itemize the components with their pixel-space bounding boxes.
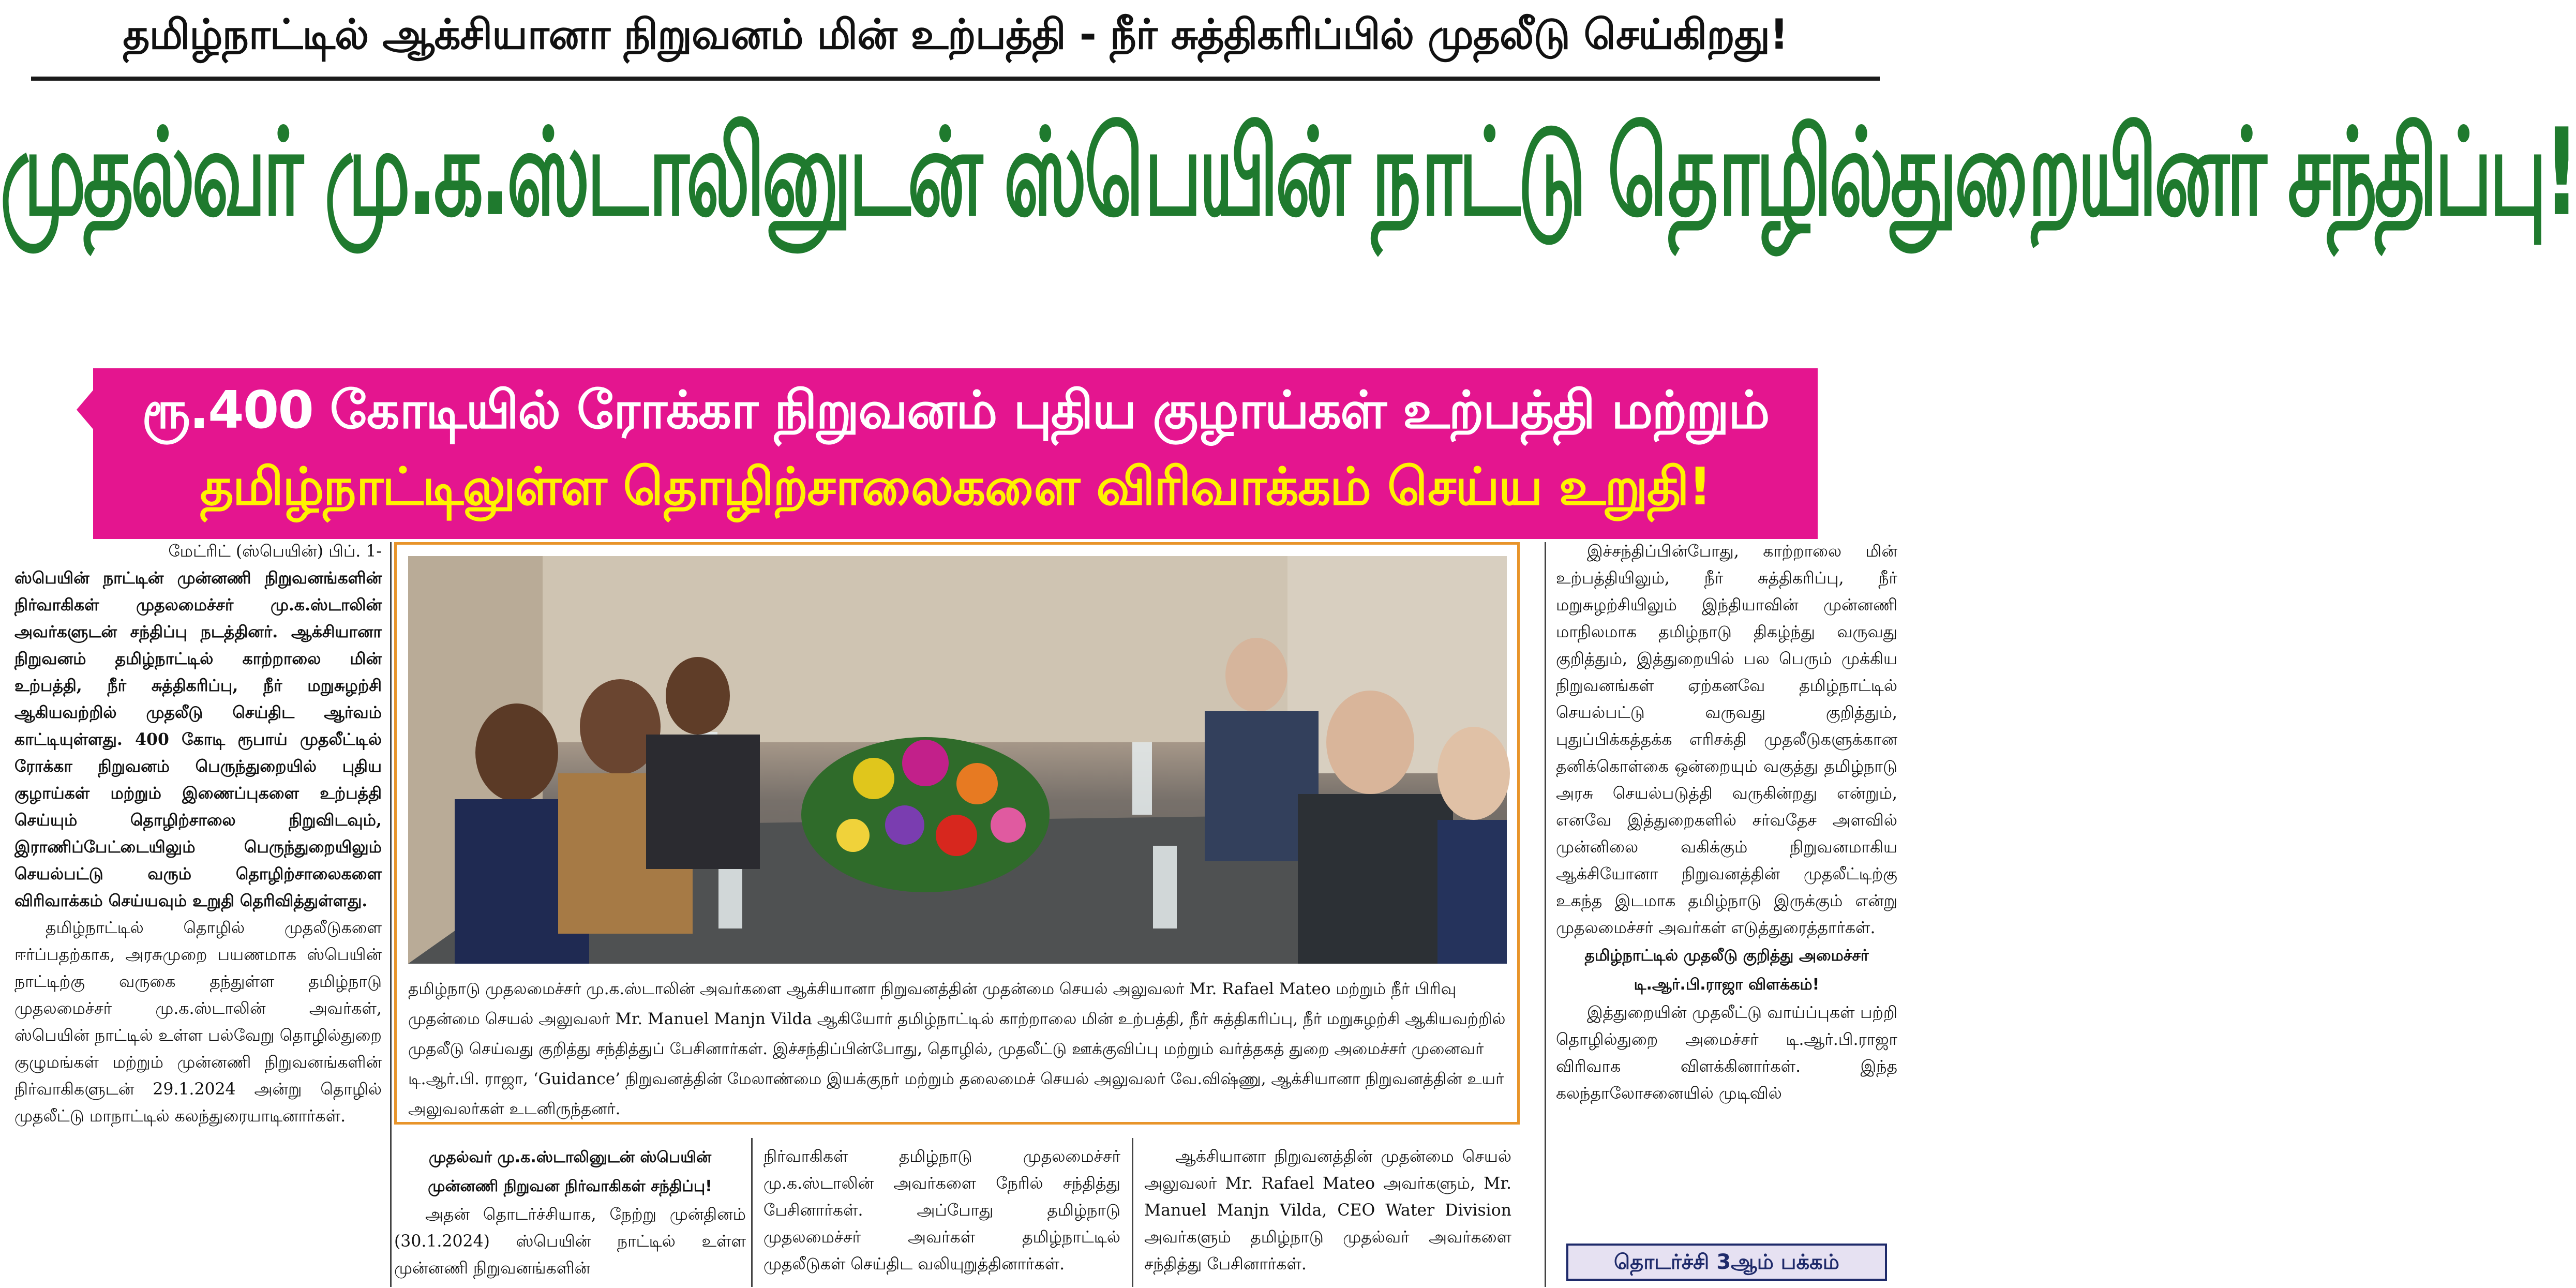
body-paragraph: நிர்வாகிகள் தமிழ்நாடு முதலமைச்சர் மு.க.ஸ்டாலின் அவர்களை நேரில் சந்தித்து பேசினார்கள். அப்போது தமிழ்நாடு முதலமைச்சர் அவர்கள் தமிழ்நாட்டில் முதலீடுகள் செய்திட வலியுறுத்தினார்கள். bbox=[763, 1147, 1120, 1274]
kicker-divider bbox=[31, 77, 1880, 81]
kicker-headline: தமிழ்நாட்டில் ஆக்சியானா நிறுவனம் மின் உற்பத்தி - நீர் சுத்திகரிப்பில் முதலீடு செய்கிறது! bbox=[123, 10, 1788, 58]
banner-line-2: தமிழ்நாட்டிலுள்ள தொழிற்சாலைகளை விரிவாக்கம் செய்ய உறுதி! bbox=[200, 456, 1711, 517]
photo-caption: தமிழ்நாடு முதலமைச்சர் மு.க.ஸ்டாலின் அவர்களை ஆக்சியானா நிறுவனத்தின் முதன்மை செயல் அலுவலர் Mr. Rafael Mateo மற்றும் நீர் பிரிவு முதன்மை செயல் அலுவலர் Mr. Manuel Manjn Vilda ஆகியோர் தமிழ்நாட்டில் காற்றாலை மின் உற்பத்தி, நீர் சுத்திகரிப்பு, நீர் மறுசுழற்சி ஆகியவற்றில் முதலீடு செய்வது குறித்து சந்தித்துப் பேசினார்கள். இச்சந்திப்பின்போது, தொழில், முதலீட்டு ஊக்குவிப்பு மற்றும் வர்த்தகத் துறை அமைச்சர் முனைவர் டி.ஆர்.பி. ராஜா, ‘Guidance’ நிறுவனத்தின் மேலாண்மை இயக்குநர் மற்றும் தலைமைச் செயல் அலுவலர் வே.விஷ்ணு, ஆக்சியானா நிறுவனத்தின் உயர் அலுவலர்கள் உடனிருந்தனர். bbox=[408, 980, 1506, 1118]
lower-article-column-1 bbox=[394, 1143, 746, 1282]
lower-article-column-3 bbox=[1144, 1143, 1511, 1278]
body-paragraph: அதன் தொடர்ச்சியாக, நேற்று முன்தினம் (30.1.2024) ஸ்பெயின் நாட்டில் உள்ள முன்னணி நிறுவனங்களின் bbox=[394, 1205, 746, 1278]
lead-paragraph: ஸ்பெயின் நாட்டின் முன்னணி நிறுவனங்களின் நிர்வாகிகள் முதலமைச்சர் மு.க.ஸ்டாலின் அவர்களுடன் சந்திப்பு நடத்தினர். ஆக்சியானா நிறுவனம் தமிழ்நாட்டில் காற்றாலை மின் உற்பத்தி, நீர் சுத்திகரிப்பு, நீர் மறுசுழற்சி ஆகியவற்றில் முதலீடு செய்திட ஆர்வம் காட்டியுள்ளது. 400 கோடி ரூபாய் முதலீட்டில் ரோக்கா நிறுவனம் பெருந்துறையில் புதிய குழாய்கள் மற்றும் இணைப்புகளை உற்பத்தி செய்யும் தொழிற்சாலை நிறுவிடவும், இராணிப்பேட்டையிலும் பெருந்துறையிலும் செயல்பட்டு வரும் தொழிற்சாலைகளை விரிவாக்கம் செய்யவும் உறுதி தெரிவித்துள்ளது. bbox=[14, 568, 382, 910]
body-paragraph: இச்சந்திப்பின்போது, காற்றாலை மின் உற்பத்தியிலும், நீர் சுத்திகரிப்பு, நீர் மறுசுழற்சியிலும் இந்தியாவின் முன்னணி மாநிலமாக தமிழ்நாடு திகழ்ந்து வருவது குறித்தும், இத்துறையில் பல பெரும் முக்கிய நிறுவனங்கள் ஏற்கனவே தமிழ்நாட்டில் செயல்பட்டு வருவது குறித்தும், புதுப்பிக்கத்தக்க எரிசக்தி முதலீடுகளுக்கான தனிக்கொள்கை ஒன்றையும் வகுத்து தமிழ்நாடு அரசு செயல்படுத்தி வருகின்றது என்றும், எனவே இத்துறைகளில் சர்வதேச அளவில் முன்னிலை வகிக்கும் நிறுவனமாகிய ஆக்சியோனா நிறுவனத்தின் முதலீட்டிற்கு உகந்த இடமாக தமிழ்நாடு இருக்கும் என்று முதலமைச்சர் அவர்கள் எடுத்துரைத்தார்கள். bbox=[1556, 542, 1897, 937]
column-divider bbox=[1132, 1138, 1133, 1287]
column-divider bbox=[751, 1138, 753, 1287]
section-subhead: முதல்வர் மு.க.ஸ்டாலினுடன் ஸ்பெயின் முன்னணி நிறுவன நிர்வாகிகள் சந்திப்பு! bbox=[428, 1148, 712, 1195]
continued-on-page-box: தொடர்ச்சி 3ஆம் பக்கம் bbox=[1566, 1244, 1887, 1281]
left-article-column bbox=[14, 538, 382, 1130]
photo-frame bbox=[394, 542, 1520, 1125]
body-paragraph: இத்துறையின் முதலீட்டு வாய்ப்புகள் பற்றி தொழில்துறை அமைச்சர் டி.ஆர்.பி.ராஜா விரிவாக விளக்கினார்கள். இந்த கலந்தாலோசனையில் முடிவில் bbox=[1556, 1004, 1897, 1103]
column-divider bbox=[390, 542, 392, 1287]
section-subhead: தமிழ்நாட்டில் முதலீடு குறித்து அமைச்சர் டி.ஆர்.பி.ராஜா விளக்கம்! bbox=[1584, 947, 1869, 994]
dateline: மேட்ரிட் (ஸ்பெயின்) பிப். 1- bbox=[168, 542, 382, 561]
meeting-photo bbox=[408, 556, 1507, 964]
meeting-photo-illustration bbox=[408, 556, 1507, 964]
banner-line-1: ரூ.400 கோடியில் ரோக்கா நிறுவனம் புதிய குழாய்கள் உற்பத்தி மற்றும் bbox=[142, 380, 1769, 440]
right-article-column bbox=[1556, 538, 1897, 1107]
main-headline: முதல்வர் மு.க.ஸ்டாலினுடன் ஸ்பெயின் நாட்டு தொழில்துறையினர் சந்திப்பு! bbox=[0, 103, 2576, 243]
body-paragraph: தமிழ்நாட்டில் தொழில் முதலீடுகளை ஈர்ப்பதற்காக, அரசுமுறை பயணமாக ஸ்பெயின் நாட்டிற்கு வருகை தந்துள்ள தமிழ்நாடு முதலமைச்சர் மு.க.ஸ்டாலின் அவர்கள், ஸ்பெயின் நாட்டில் உள்ள பல்வேறு தொழில்துறை குழுமங்கள் மற்றும் முன்னணி நிறுவனங்களின் நிர்வாகிகளுடன் 29.1.2024 அன்று தொழில் முதலீட்டு மாநாட்டில் கலந்துரையாடினார்கள். bbox=[14, 919, 382, 1126]
lower-article-column-2 bbox=[763, 1143, 1120, 1278]
body-paragraph: ஆக்சியானா நிறுவனத்தின் முதன்மை செயல் அலுவலர் Mr. Rafael Mateo அவர்களும், Mr. Manuel Manjn Vilda, CEO Water Division அவர்களும் தமிழ்நாடு முதல்வர் அவர்களை சந்தித்து பேசினார்கள். bbox=[1144, 1147, 1511, 1274]
subheadline-banner bbox=[93, 368, 1818, 539]
column-divider bbox=[1545, 542, 1546, 1287]
